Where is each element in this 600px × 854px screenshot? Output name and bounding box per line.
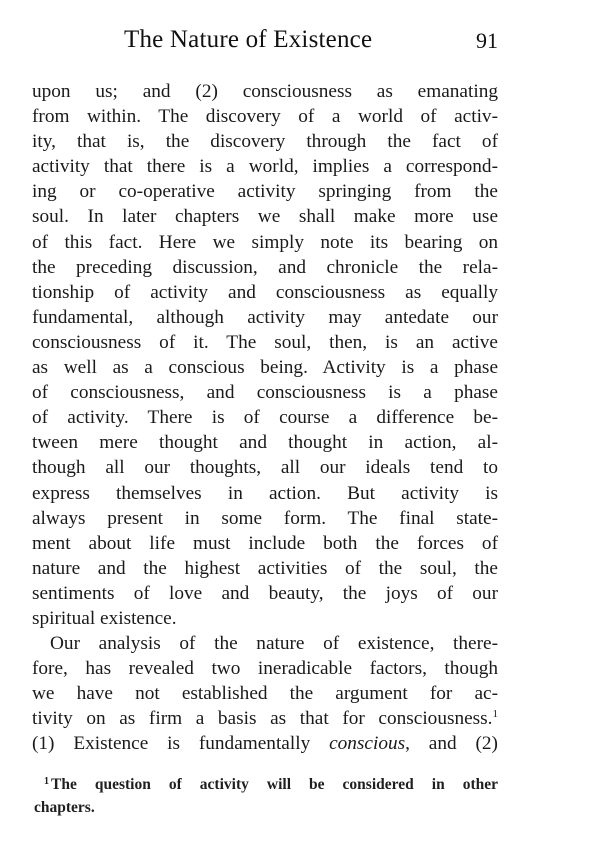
text-line: always present in some form. The final state- (32, 507, 498, 529)
text-line-final (32, 731, 498, 756)
text-line: tween mere thought and thought in action, al- (32, 432, 498, 454)
text-line: we have not established the argument for ac- (32, 683, 498, 705)
body-text (32, 79, 498, 757)
text-line: the preceding discussion, and chronicle the rela- (32, 256, 498, 278)
text-line: ity, that is, the discovery through the fact of (32, 131, 498, 153)
paragraph-start-line: Our analysis of the nature of existence, there- (50, 633, 498, 655)
text-line: soul. In later chapters we shall make more use (32, 206, 498, 228)
text-line-content: tivity on as firm a basis as that for consciousness. (32, 708, 493, 730)
running-head (32, 26, 498, 58)
footnote-line (34, 773, 498, 796)
footnote-reference[interactable]: 1 (492, 708, 498, 721)
text-line: activity that there is a world, implies a correspond- (32, 156, 498, 178)
text-line: fore, has revealed two ineradicable factors, though (32, 658, 498, 680)
paragraph-end-line: spiritual existence. (32, 607, 177, 629)
text-line: nature and the highest activities of the soul, the (32, 557, 498, 579)
text-line: fundamental, although activity may antedate our (32, 306, 498, 328)
emphasized-word: conscious (329, 733, 406, 755)
page-number: 91 (476, 28, 498, 53)
text-line: of consciousness, and consciousness is a phase (32, 382, 498, 404)
text-line: of activity. There is of course a difference be- (32, 407, 498, 429)
text-line: sentiments of love and beauty, the joys of our (32, 582, 498, 604)
text-line-with-footnote-ref (32, 706, 498, 731)
text-segment: (1) Existence is fundamentally (32, 733, 330, 755)
text-line: though all our thoughts, all our ideals tend to (32, 457, 498, 479)
text-line: ing or co-operative activity springing from the (32, 181, 498, 203)
footnote-line: chapters. (34, 799, 95, 816)
footnote-text: The question of activity will be considered in other (51, 776, 498, 793)
text-line: ment about life must include both the forces of (32, 532, 498, 554)
text-line: tionship of activity and consciousness as equally (32, 281, 498, 303)
text-line: upon us; and (2) consciousness as emanating (32, 81, 498, 102)
running-title: The Nature of Existence (124, 26, 373, 53)
footnote (34, 773, 498, 819)
footnote-marker: 1 (44, 776, 49, 787)
text-line: of this fact. Here we simply note its bearing on (32, 231, 498, 253)
text-line: from within. The discovery of a world of activ- (32, 106, 498, 128)
text-line: express themselves in action. But activity is (32, 482, 498, 504)
text-segment: , and (2) (405, 733, 498, 755)
text-line: consciousness of it. The soul, then, is an active (32, 331, 498, 353)
text-line: as well as a conscious being. Activity is a phase (32, 357, 498, 379)
